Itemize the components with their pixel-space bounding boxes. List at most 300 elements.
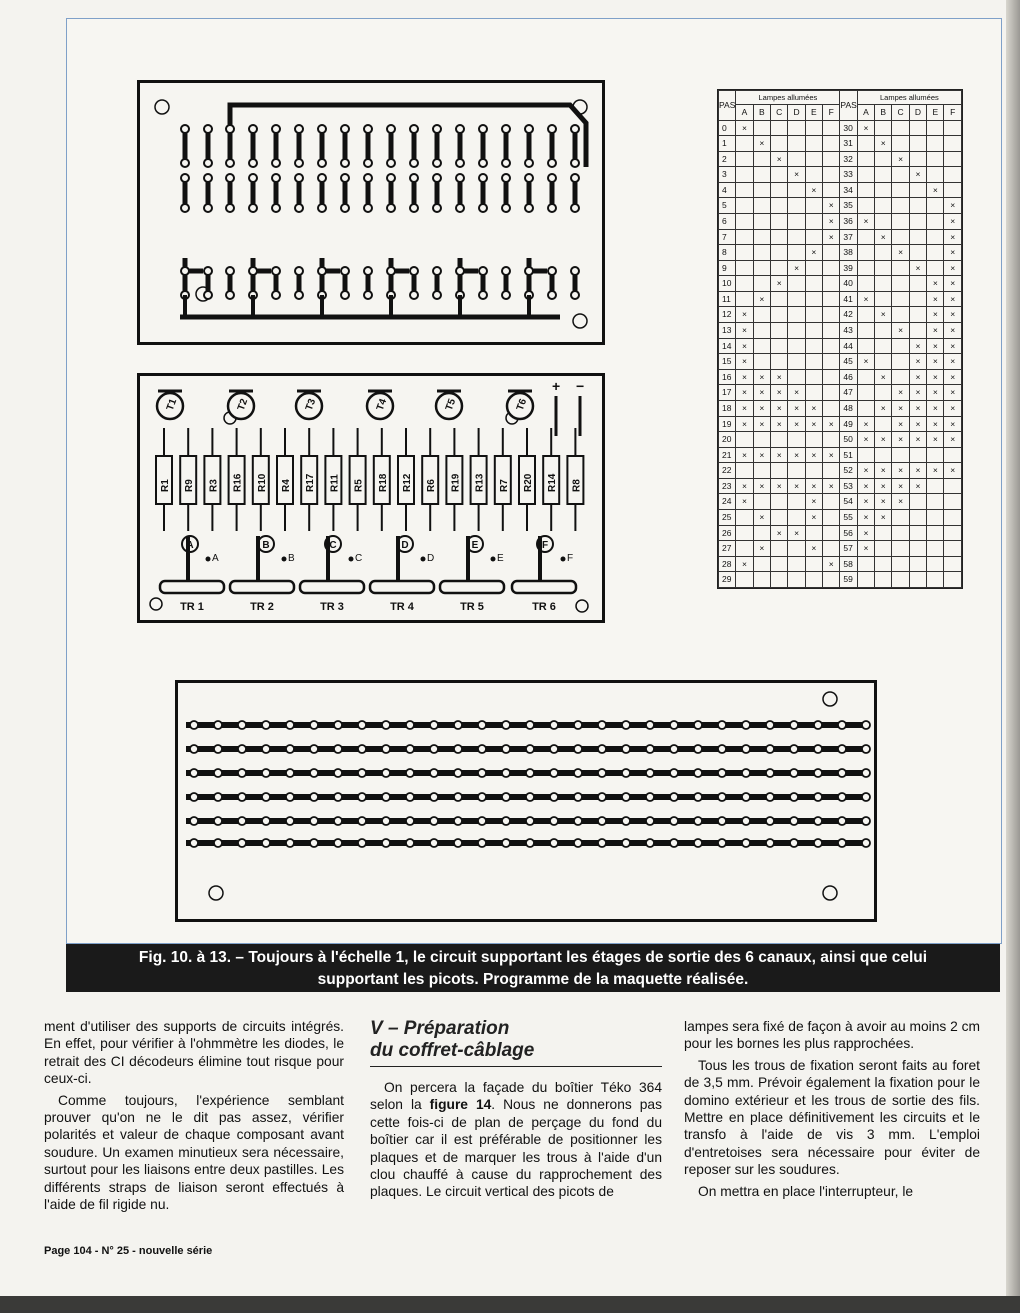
lamp-mark bbox=[927, 494, 944, 510]
solder-pad bbox=[410, 174, 418, 182]
picot-pad bbox=[454, 769, 462, 777]
lamp-mark: × bbox=[875, 432, 892, 448]
lamp-mark: × bbox=[823, 478, 840, 494]
lamp-mark bbox=[753, 245, 770, 261]
picot-pad bbox=[766, 839, 774, 847]
lamp-mark bbox=[875, 416, 892, 432]
solder-pad bbox=[525, 174, 533, 182]
lamp-mark: × bbox=[753, 509, 770, 525]
lamp-mark bbox=[944, 182, 962, 198]
lamp-mark bbox=[736, 245, 753, 261]
picot-pad bbox=[190, 721, 198, 729]
lamp-mark: × bbox=[927, 338, 944, 354]
pas-value: 11 bbox=[719, 291, 736, 307]
picot-pad bbox=[598, 839, 606, 847]
solder-pad bbox=[364, 159, 372, 167]
pas-value: 20 bbox=[719, 432, 736, 448]
picot-pad bbox=[190, 793, 198, 801]
scan-bottom-strip bbox=[0, 1296, 1020, 1313]
picot-pad bbox=[310, 769, 318, 777]
picot-pad bbox=[694, 817, 702, 825]
picot-pad bbox=[814, 769, 822, 777]
picot-pad bbox=[550, 745, 558, 753]
picot-pad bbox=[238, 721, 246, 729]
picot-pad bbox=[310, 817, 318, 825]
lamp-mark: × bbox=[771, 400, 788, 416]
lamp-mark bbox=[823, 463, 840, 479]
lamp-mark bbox=[753, 229, 770, 245]
lamp-mark bbox=[788, 182, 805, 198]
resistor-label: R10 bbox=[256, 473, 268, 492]
picot-pad bbox=[646, 769, 654, 777]
picot-pad bbox=[622, 745, 630, 753]
lamp-mark: × bbox=[944, 463, 962, 479]
lamp-mark bbox=[823, 572, 840, 588]
pas-value: 51 bbox=[840, 447, 857, 463]
solder-pad bbox=[525, 125, 533, 133]
lamp-mark: × bbox=[927, 354, 944, 370]
lamp-mark: × bbox=[753, 369, 770, 385]
picot-pad bbox=[358, 721, 366, 729]
lamp-mark bbox=[857, 167, 874, 183]
lamp-mark: × bbox=[857, 213, 874, 229]
lamp-mark bbox=[909, 494, 926, 510]
channel-pin-label: D bbox=[427, 553, 435, 564]
lamp-mark bbox=[736, 509, 753, 525]
lamp-mark bbox=[909, 120, 926, 136]
lamp-mark bbox=[736, 260, 753, 276]
lamp-mark: × bbox=[892, 432, 909, 448]
lamp-mark bbox=[927, 478, 944, 494]
lamp-mark bbox=[753, 432, 770, 448]
lamp-mark: × bbox=[875, 478, 892, 494]
solder-pad bbox=[226, 291, 234, 299]
transistor-label: T2 bbox=[235, 397, 251, 413]
table-row bbox=[719, 182, 962, 198]
lamp-mark bbox=[927, 509, 944, 525]
picot-pad bbox=[406, 721, 414, 729]
lamp-mark: × bbox=[788, 400, 805, 416]
lamp-mark bbox=[736, 136, 753, 152]
picot-pad bbox=[622, 817, 630, 825]
pas-value: 2 bbox=[719, 151, 736, 167]
lamp-mark bbox=[753, 323, 770, 339]
lamp-mark bbox=[857, 198, 874, 214]
picot-pad bbox=[790, 817, 798, 825]
lamp-mark bbox=[805, 338, 822, 354]
pcb-top-board bbox=[137, 80, 605, 345]
lamp-mark bbox=[909, 307, 926, 323]
picot-pad bbox=[406, 793, 414, 801]
resistor-label: R16 bbox=[232, 473, 244, 492]
picot-pad bbox=[694, 721, 702, 729]
lamp-mark bbox=[788, 494, 805, 510]
picot-pad bbox=[334, 817, 342, 825]
lamp-mark: × bbox=[944, 276, 962, 292]
solder-pad bbox=[249, 174, 257, 182]
picot-pad bbox=[382, 721, 390, 729]
lamp-mark: × bbox=[944, 323, 962, 339]
lamp-mark bbox=[857, 276, 874, 292]
lamp-mark bbox=[944, 509, 962, 525]
table-row bbox=[719, 245, 962, 261]
pas-value: 22 bbox=[719, 463, 736, 479]
lamp-mark: × bbox=[875, 494, 892, 510]
lamp-mark: × bbox=[771, 525, 788, 541]
picot-pad bbox=[382, 817, 390, 825]
lamp-mark: × bbox=[892, 463, 909, 479]
picot-pad bbox=[238, 817, 246, 825]
figure-ref: figure 14 bbox=[429, 1097, 492, 1113]
lamp-mark bbox=[823, 509, 840, 525]
lamp-mark bbox=[805, 556, 822, 572]
picot-pad bbox=[694, 769, 702, 777]
pas-value: 10 bbox=[719, 276, 736, 292]
mounting-hole bbox=[823, 692, 837, 706]
lamp-mark: × bbox=[892, 245, 909, 261]
picot-pad bbox=[502, 745, 510, 753]
solder-pad bbox=[272, 204, 280, 212]
lamp-mark bbox=[875, 385, 892, 401]
lamp-mark bbox=[892, 354, 909, 370]
lamp-mark bbox=[805, 354, 822, 370]
lamp-mark: × bbox=[892, 151, 909, 167]
picot-pad bbox=[574, 839, 582, 847]
lamp-mark bbox=[857, 385, 874, 401]
col1-paragraph-1: ment d'utiliser des supports de circuits intégrés. En effet, pour vérifier à l'ohmmètre les diodes, le retrait des CI décodeurs élimine tout risque pour ceux-ci. bbox=[44, 1019, 344, 1087]
solder-pad bbox=[272, 291, 280, 299]
lamp-mark bbox=[736, 541, 753, 557]
lamp-mark: × bbox=[909, 260, 926, 276]
pas-value: 24 bbox=[719, 494, 736, 510]
lamp-mark bbox=[927, 136, 944, 152]
picot-pad bbox=[406, 839, 414, 847]
solder-pad bbox=[341, 174, 349, 182]
lamp-mark bbox=[823, 276, 840, 292]
pas-value: 14 bbox=[719, 338, 736, 354]
mounting-hole bbox=[209, 886, 223, 900]
lamp-mark bbox=[944, 120, 962, 136]
picot-pad bbox=[454, 721, 462, 729]
lamp-mark: × bbox=[857, 120, 874, 136]
resistor-label: R17 bbox=[305, 473, 317, 492]
lamp-mark bbox=[927, 572, 944, 588]
solder-pad bbox=[525, 267, 533, 275]
pas-value: 48 bbox=[840, 400, 857, 416]
picot-pad bbox=[790, 745, 798, 753]
picot-pad bbox=[646, 721, 654, 729]
lamp-mark bbox=[753, 120, 770, 136]
lamp-mark: × bbox=[909, 416, 926, 432]
lamp-mark bbox=[909, 245, 926, 261]
lamp-mark bbox=[857, 556, 874, 572]
picot-pad bbox=[766, 769, 774, 777]
lamp-mark bbox=[736, 525, 753, 541]
lamp-mark bbox=[875, 447, 892, 463]
lamp-letter: D bbox=[909, 104, 926, 120]
picot-pad bbox=[598, 745, 606, 753]
table-row bbox=[719, 338, 962, 354]
solder-pad bbox=[410, 125, 418, 133]
lamp-mark: × bbox=[805, 509, 822, 525]
pcb-top-traces bbox=[140, 83, 602, 342]
lamp-mark bbox=[788, 463, 805, 479]
pas-header: PAS bbox=[840, 91, 857, 121]
lamp-mark bbox=[927, 151, 944, 167]
table-row bbox=[719, 494, 962, 510]
lamp-mark bbox=[875, 182, 892, 198]
resistor-label: R4 bbox=[281, 479, 292, 492]
pas-value: 43 bbox=[840, 323, 857, 339]
lamp-mark bbox=[927, 167, 944, 183]
table-row bbox=[719, 572, 962, 588]
picot-pad bbox=[670, 721, 678, 729]
lamp-mark: × bbox=[736, 478, 753, 494]
lamp-mark: × bbox=[736, 307, 753, 323]
solder-pad bbox=[479, 125, 487, 133]
caption-line-2: supportant les picots. Programme de la maquette réalisée. bbox=[317, 971, 749, 988]
picot-pad bbox=[358, 745, 366, 753]
solder-pad bbox=[548, 291, 556, 299]
lamp-mark: × bbox=[875, 307, 892, 323]
pas-value: 3 bbox=[719, 167, 736, 183]
table-row bbox=[719, 323, 962, 339]
lamp-mark: × bbox=[857, 291, 874, 307]
lamp-mark bbox=[823, 151, 840, 167]
section-title bbox=[370, 1018, 662, 1067]
solder-pad bbox=[525, 204, 533, 212]
lamp-mark bbox=[805, 229, 822, 245]
lamp-mark: × bbox=[909, 478, 926, 494]
picot-pad bbox=[526, 745, 534, 753]
lamp-mark bbox=[909, 572, 926, 588]
picot-pad bbox=[598, 793, 606, 801]
resistor-label: R11 bbox=[329, 474, 341, 492]
pas-value: 42 bbox=[840, 307, 857, 323]
lamp-mark bbox=[892, 291, 909, 307]
picot-pad bbox=[598, 817, 606, 825]
table-row bbox=[719, 198, 962, 214]
picot-pad bbox=[622, 839, 630, 847]
lamp-mark bbox=[857, 400, 874, 416]
solder-pad bbox=[364, 174, 372, 182]
lamp-mark: × bbox=[875, 509, 892, 525]
lamp-mark bbox=[823, 400, 840, 416]
picot-pad bbox=[526, 769, 534, 777]
lamp-mark bbox=[736, 291, 753, 307]
lamp-mark: × bbox=[771, 151, 788, 167]
channel-pin-label: E bbox=[497, 553, 504, 564]
lamp-mark bbox=[788, 369, 805, 385]
lamp-mark bbox=[805, 572, 822, 588]
picot-pad bbox=[478, 839, 486, 847]
mounting-hole bbox=[823, 886, 837, 900]
lamp-mark: × bbox=[805, 494, 822, 510]
picot-pad bbox=[550, 839, 558, 847]
lamp-mark bbox=[823, 525, 840, 541]
table-row bbox=[719, 478, 962, 494]
transistor-label: T4 bbox=[374, 397, 390, 413]
pas-value: 46 bbox=[840, 369, 857, 385]
lamp-mark bbox=[788, 556, 805, 572]
picot-pad bbox=[382, 745, 390, 753]
picot-pad bbox=[670, 839, 678, 847]
picot-pad bbox=[646, 817, 654, 825]
lamp-mark bbox=[909, 525, 926, 541]
pcb-picots-strips bbox=[178, 683, 874, 919]
pas-value: 47 bbox=[840, 385, 857, 401]
lamp-mark bbox=[875, 276, 892, 292]
table-row bbox=[719, 291, 962, 307]
picot-pad bbox=[502, 721, 510, 729]
picot-pad bbox=[598, 721, 606, 729]
tr-pad bbox=[370, 581, 434, 593]
caption-line-1: Fig. 10. à 13. – Toujours à l'échelle 1, le circuit supportant les étages de sortie des 6 canaux, ainsi que celui bbox=[138, 949, 928, 966]
lamp-mark: × bbox=[944, 416, 962, 432]
table-row bbox=[719, 463, 962, 479]
channel-pin bbox=[349, 557, 354, 562]
picot-pad bbox=[190, 745, 198, 753]
lamp-mark: × bbox=[857, 354, 874, 370]
lamp-mark: × bbox=[736, 369, 753, 385]
lamp-mark bbox=[771, 198, 788, 214]
solder-pad bbox=[341, 125, 349, 133]
picot-pad bbox=[454, 839, 462, 847]
lamp-mark bbox=[909, 198, 926, 214]
resistor-label: R18 bbox=[377, 473, 389, 492]
lamp-mark bbox=[753, 167, 770, 183]
lamp-mark bbox=[927, 541, 944, 557]
picot-pad bbox=[478, 745, 486, 753]
lamp-mark bbox=[771, 136, 788, 152]
solder-pad bbox=[226, 159, 234, 167]
picot-pad bbox=[430, 721, 438, 729]
solder-pad bbox=[479, 204, 487, 212]
lamp-mark: × bbox=[909, 385, 926, 401]
picot-pad bbox=[766, 793, 774, 801]
lamp-mark bbox=[753, 151, 770, 167]
lamp-mark bbox=[823, 182, 840, 198]
lamp-mark bbox=[771, 323, 788, 339]
lamp-mark bbox=[823, 432, 840, 448]
picot-pad bbox=[382, 793, 390, 801]
tr-label: TR 3 bbox=[320, 601, 344, 613]
solder-pad bbox=[341, 291, 349, 299]
page-footer: Page 104 - N° 25 - nouvelle série bbox=[44, 1245, 213, 1257]
picot-pad bbox=[574, 745, 582, 753]
picot-pad bbox=[334, 839, 342, 847]
solder-pad bbox=[479, 159, 487, 167]
solder-pad bbox=[364, 125, 372, 133]
pas-value: 30 bbox=[840, 120, 857, 136]
lamp-mark bbox=[927, 556, 944, 572]
lamp-mark bbox=[944, 151, 962, 167]
picot-pad bbox=[694, 839, 702, 847]
lamp-mark bbox=[857, 447, 874, 463]
solder-pad bbox=[387, 267, 395, 275]
tr-pad bbox=[160, 581, 224, 593]
lamp-mark: × bbox=[823, 198, 840, 214]
lamp-mark bbox=[771, 509, 788, 525]
lamp-mark: × bbox=[857, 525, 874, 541]
picot-pad bbox=[646, 839, 654, 847]
col3-paragraph-3: On mettra en place l'interrupteur, le bbox=[698, 1183, 914, 1199]
lamp-mark bbox=[892, 556, 909, 572]
solder-pad bbox=[226, 267, 234, 275]
lamp-mark bbox=[771, 229, 788, 245]
lamp-mark: × bbox=[805, 416, 822, 432]
mounting-hole bbox=[155, 100, 169, 114]
lamp-mark bbox=[788, 572, 805, 588]
lamp-mark: × bbox=[805, 245, 822, 261]
solder-pad bbox=[295, 291, 303, 299]
lamp-mark bbox=[857, 307, 874, 323]
pas-value: 53 bbox=[840, 478, 857, 494]
lamp-mark bbox=[857, 229, 874, 245]
solder-pad bbox=[295, 159, 303, 167]
table-row bbox=[719, 213, 962, 229]
lamp-mark bbox=[771, 260, 788, 276]
lamp-mark bbox=[805, 260, 822, 276]
lamp-mark bbox=[788, 276, 805, 292]
lamp-mark: × bbox=[736, 416, 753, 432]
picot-pad bbox=[286, 817, 294, 825]
lamp-mark bbox=[927, 198, 944, 214]
pas-value: 21 bbox=[719, 447, 736, 463]
lamp-mark bbox=[892, 229, 909, 245]
col1-paragraph-2: Comme toujours, l'expérience semblant prouver qu'on ne le dit pas assez, vérifier polarités et valeur de chaque composant avant soudure. Un examen minutieux sera nécessaire, surtout pour les liaisons entre deux pastilles. Les différents straps de liaison seront effectués à l'aide de fil rigide nu. bbox=[44, 1092, 344, 1213]
resistor-label: R12 bbox=[402, 473, 413, 492]
picot-pad bbox=[862, 745, 870, 753]
pas-value: 49 bbox=[840, 416, 857, 432]
lamp-mark bbox=[771, 213, 788, 229]
picot-pad bbox=[574, 721, 582, 729]
lamp-mark bbox=[892, 369, 909, 385]
pas-value: 39 bbox=[840, 260, 857, 276]
picot-pad bbox=[262, 721, 270, 729]
solder-pad bbox=[295, 267, 303, 275]
solder-pad bbox=[410, 204, 418, 212]
picot-pad bbox=[262, 793, 270, 801]
solder-pad bbox=[433, 125, 441, 133]
lamp-mark bbox=[944, 136, 962, 152]
solder-pad bbox=[295, 174, 303, 182]
solder-pad bbox=[571, 159, 579, 167]
solder-pad bbox=[456, 204, 464, 212]
lamp-mark: × bbox=[909, 400, 926, 416]
picot-pad bbox=[862, 839, 870, 847]
solder-pad bbox=[548, 267, 556, 275]
lamp-mark: × bbox=[944, 213, 962, 229]
picot-pad bbox=[262, 769, 270, 777]
picot-pad bbox=[310, 745, 318, 753]
picot-pad bbox=[334, 745, 342, 753]
picot-pad bbox=[742, 817, 750, 825]
table-row bbox=[719, 120, 962, 136]
solder-pad bbox=[456, 125, 464, 133]
solder-pad bbox=[433, 204, 441, 212]
lamp-mark: × bbox=[909, 369, 926, 385]
lamp-mark bbox=[927, 120, 944, 136]
solder-pad bbox=[433, 159, 441, 167]
lamp-mark: × bbox=[927, 276, 944, 292]
lamp-mark bbox=[736, 432, 753, 448]
lamp-mark bbox=[805, 525, 822, 541]
picot-pad bbox=[742, 793, 750, 801]
picot-pad bbox=[190, 817, 198, 825]
lamp-mark: × bbox=[805, 400, 822, 416]
picot-pad bbox=[742, 839, 750, 847]
